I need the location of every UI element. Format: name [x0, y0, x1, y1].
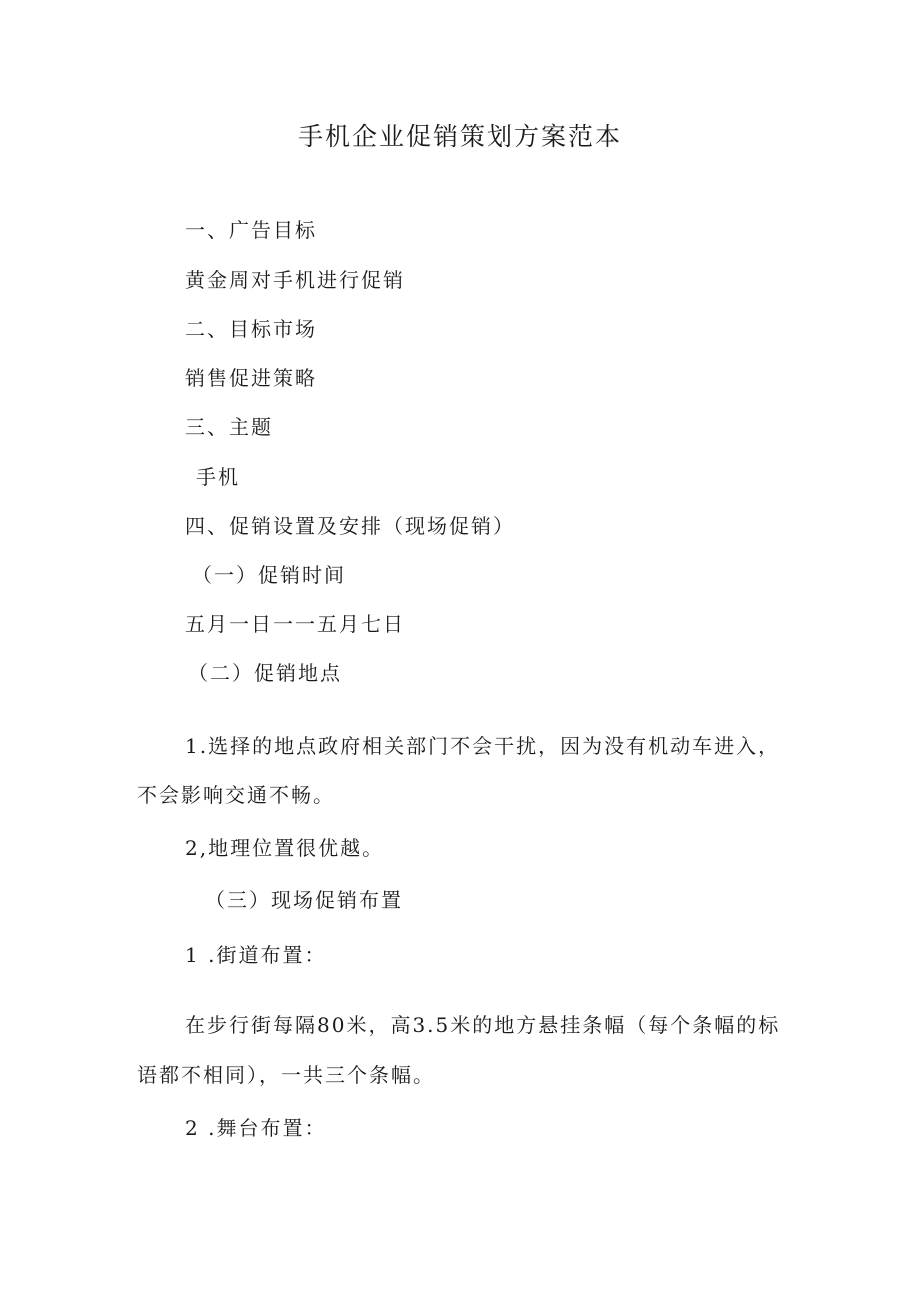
paragraph: 2,地理位置很优越。	[185, 836, 385, 860]
document-title: 手机企业促销策划方案范本	[297, 122, 622, 151]
subsection-heading-promotion-location: （二）促销地点	[188, 661, 342, 685]
section-heading-ad-goal: 一、广告目标	[185, 218, 317, 242]
section-heading-target-market: 二、目标市场	[185, 317, 317, 341]
section-heading-promotion-setup: 四、促销设置及安排（现场促销）	[185, 514, 515, 538]
subsection-heading-promotion-time: （一）促销时间	[192, 563, 346, 587]
paragraph: 黄金周对手机进行促销	[185, 268, 405, 292]
section-heading-theme: 三、主题	[185, 415, 273, 439]
paragraph: 1 .街道布置：	[185, 943, 327, 967]
paragraph: 手机	[196, 465, 240, 489]
paragraph: 在步行街每隔80米，高3.5米的地方悬挂条幅（每个条幅的标	[185, 1013, 781, 1037]
paragraph: 不会影响交通不畅。	[137, 783, 335, 807]
paragraph: 1.选择的地点政府相关部门不会干扰，因为没有机动车进入，	[185, 734, 781, 758]
subsection-heading-onsite-layout: （三）现场促销布置	[205, 888, 403, 912]
paragraph: 五月一日一一五月七日	[185, 612, 405, 636]
paragraph: 语都不相同），一共三个条幅。	[137, 1063, 435, 1087]
paragraph: 2 .舞台布置：	[185, 1116, 327, 1140]
paragraph: 销售促进策略	[185, 366, 317, 390]
